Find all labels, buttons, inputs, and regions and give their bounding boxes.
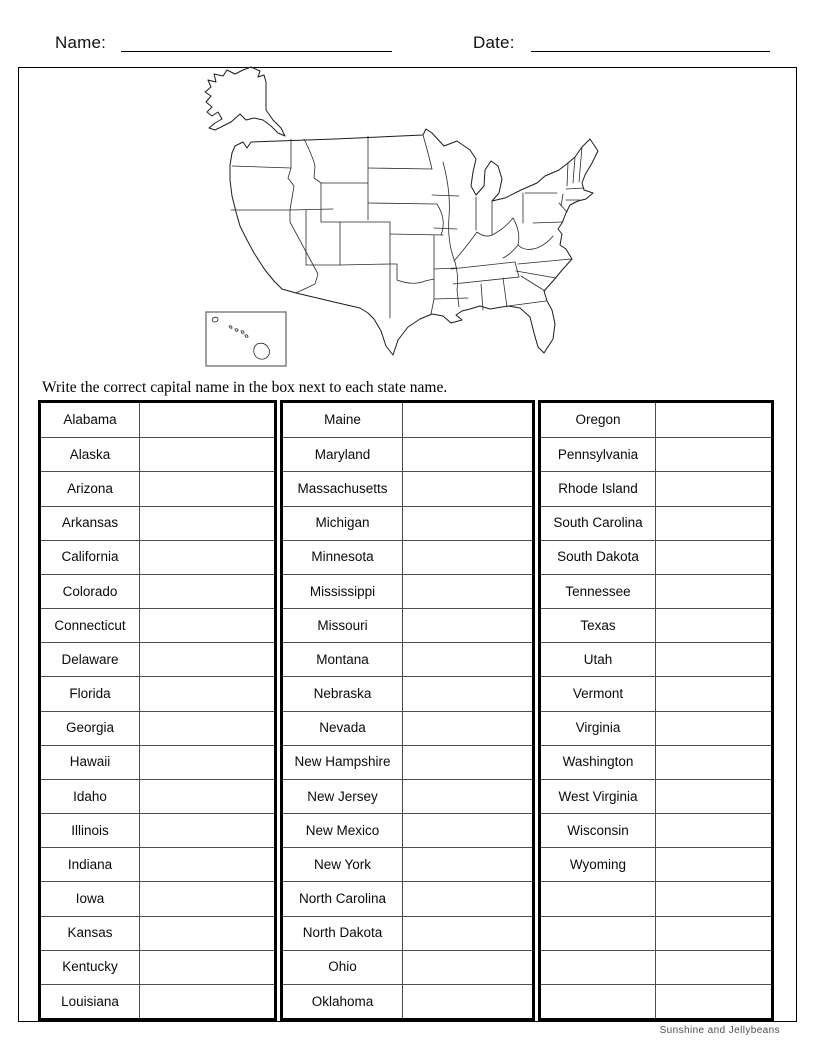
state-name-cell: Minnesota — [283, 540, 403, 574]
name-blank-line[interactable] — [121, 51, 392, 52]
state-name-cell: Vermont — [541, 676, 656, 710]
capital-answer-cell[interactable] — [403, 950, 532, 984]
state-name-cell: Kentucky — [41, 950, 140, 984]
capital-answer-cell[interactable] — [656, 437, 771, 471]
state-name-cell: New Jersey — [283, 779, 403, 813]
state-name-cell — [541, 881, 656, 915]
capital-answer-cell[interactable] — [140, 506, 274, 540]
capital-answer-cell[interactable] — [403, 881, 532, 915]
state-name-cell: Alabama — [41, 403, 140, 437]
capital-answer-cell[interactable] — [403, 540, 532, 574]
state-name-cell: Idaho — [41, 779, 140, 813]
capital-answer-cell[interactable] — [140, 437, 274, 471]
capital-answer-cell[interactable] — [403, 437, 532, 471]
state-name-cell: Oregon — [541, 403, 656, 437]
capital-answer-cell[interactable] — [656, 881, 771, 915]
state-name-cell: Louisiana — [41, 984, 140, 1018]
capital-answer-cell[interactable] — [403, 984, 532, 1018]
state-name-cell: Florida — [41, 676, 140, 710]
state-name-cell: Kansas — [41, 916, 140, 950]
state-name-cell — [541, 950, 656, 984]
capital-answer-cell[interactable] — [656, 711, 771, 745]
capital-answer-cell[interactable] — [656, 403, 771, 437]
state-name-cell: New Mexico — [283, 813, 403, 847]
state-name-cell: Texas — [541, 608, 656, 642]
capital-answer-cell[interactable] — [403, 916, 532, 950]
capital-answer-cell[interactable] — [656, 540, 771, 574]
capital-answer-cell[interactable] — [656, 950, 771, 984]
capital-answer-cell[interactable] — [403, 779, 532, 813]
capital-answer-cell[interactable] — [403, 813, 532, 847]
us-states-outline-map — [185, 62, 605, 372]
state-name-cell: North Dakota — [283, 916, 403, 950]
date-blank-line[interactable] — [531, 51, 770, 52]
us-map — [185, 62, 605, 372]
state-name-cell: New Hampshire — [283, 745, 403, 779]
state-name-cell: Michigan — [283, 506, 403, 540]
state-name-cell: Arizona — [41, 471, 140, 505]
capital-answer-cell[interactable] — [403, 745, 532, 779]
capital-answer-cell[interactable] — [656, 471, 771, 505]
capital-answer-cell[interactable] — [403, 471, 532, 505]
state-name-cell: Georgia — [41, 711, 140, 745]
capital-answer-cell[interactable] — [140, 813, 274, 847]
capital-answer-cell[interactable] — [656, 745, 771, 779]
capital-answer-cell[interactable] — [140, 916, 274, 950]
hawaii-inset — [206, 312, 286, 366]
capital-answer-cell[interactable] — [656, 608, 771, 642]
state-name-cell: Missouri — [283, 608, 403, 642]
state-name-cell: Colorado — [41, 574, 140, 608]
state-name-cell: Washington — [541, 745, 656, 779]
name-label: Name: — [55, 33, 107, 52]
state-name-cell: Montana — [283, 642, 403, 676]
capital-answer-cell[interactable] — [140, 574, 274, 608]
state-name-cell: Hawaii — [41, 745, 140, 779]
state-name-cell: Pennsylvania — [541, 437, 656, 471]
capital-answer-cell[interactable] — [403, 506, 532, 540]
capital-answer-cell[interactable] — [403, 608, 532, 642]
state-name-cell — [541, 916, 656, 950]
capital-answer-cell[interactable] — [403, 711, 532, 745]
state-name-cell: California — [41, 540, 140, 574]
capital-answer-cell[interactable] — [656, 779, 771, 813]
state-name-cell: New York — [283, 847, 403, 881]
capital-answer-cell[interactable] — [656, 506, 771, 540]
state-border-lines — [231, 135, 584, 318]
capital-answer-cell[interactable] — [403, 676, 532, 710]
state-name-cell: Massachusetts — [283, 471, 403, 505]
capital-answer-cell[interactable] — [140, 540, 274, 574]
capital-answer-cell[interactable] — [140, 950, 274, 984]
state-name-cell: Iowa — [41, 881, 140, 915]
capital-answer-cell[interactable] — [656, 676, 771, 710]
state-name-cell: Virginia — [541, 711, 656, 745]
state-name-cell — [541, 984, 656, 1018]
capital-answer-cell[interactable] — [140, 711, 274, 745]
states-table-group-1 — [38, 400, 277, 1021]
capital-answer-cell[interactable] — [403, 642, 532, 676]
state-name-cell: Rhode Island — [541, 471, 656, 505]
state-name-cell: Delaware — [41, 642, 140, 676]
state-name-cell: Maryland — [283, 437, 403, 471]
capital-answer-cell[interactable] — [403, 847, 532, 881]
state-name-cell: Oklahoma — [283, 984, 403, 1018]
capital-answer-cell[interactable] — [140, 847, 274, 881]
state-name-cell: Utah — [541, 642, 656, 676]
state-name-cell: South Carolina — [541, 506, 656, 540]
state-name-cell: Wisconsin — [541, 813, 656, 847]
capital-answer-cell[interactable] — [403, 574, 532, 608]
state-name-cell: Mississippi — [283, 574, 403, 608]
capital-answer-cell[interactable] — [656, 916, 771, 950]
capital-answer-cell[interactable] — [656, 574, 771, 608]
capital-answer-cell[interactable] — [403, 403, 532, 437]
date-label: Date: — [473, 33, 515, 52]
capital-answer-cell[interactable] — [140, 471, 274, 505]
capital-answer-cell[interactable] — [140, 745, 274, 779]
instruction-text: Write the correct capital name in the box next to each state name. — [42, 379, 448, 396]
state-name-cell: North Carolina — [283, 881, 403, 915]
capital-answer-cell[interactable] — [656, 847, 771, 881]
capital-answer-cell[interactable] — [140, 881, 274, 915]
state-name-cell: West Virginia — [541, 779, 656, 813]
state-name-cell: Maine — [283, 403, 403, 437]
state-name-cell: Indiana — [41, 847, 140, 881]
state-name-cell: Wyoming — [541, 847, 656, 881]
capital-answer-cell[interactable] — [140, 779, 274, 813]
state-name-cell: Tennessee — [541, 574, 656, 608]
lower48-outline — [230, 129, 598, 355]
capital-answer-cell[interactable] — [656, 642, 771, 676]
capital-answer-cell[interactable] — [140, 608, 274, 642]
states-table-group-3 — [538, 400, 774, 1021]
state-name-cell: Nevada — [283, 711, 403, 745]
capital-answer-cell[interactable] — [140, 676, 274, 710]
state-name-cell: Arkansas — [41, 506, 140, 540]
capital-answer-cell[interactable] — [140, 642, 274, 676]
capital-answer-cell[interactable] — [656, 984, 771, 1018]
alaska-outline — [205, 67, 285, 136]
states-table-group-2 — [280, 400, 535, 1021]
state-name-cell: Ohio — [283, 950, 403, 984]
state-name-cell: South Dakota — [541, 540, 656, 574]
state-name-cell: Connecticut — [41, 608, 140, 642]
capital-answer-cell[interactable] — [140, 403, 274, 437]
capital-answer-cell[interactable] — [140, 984, 274, 1018]
footer-credit: Sunshine and Jellybeans — [659, 1025, 780, 1036]
state-name-cell: Nebraska — [283, 676, 403, 710]
state-name-cell: Alaska — [41, 437, 140, 471]
state-name-cell: Illinois — [41, 813, 140, 847]
capital-answer-cell[interactable] — [656, 813, 771, 847]
